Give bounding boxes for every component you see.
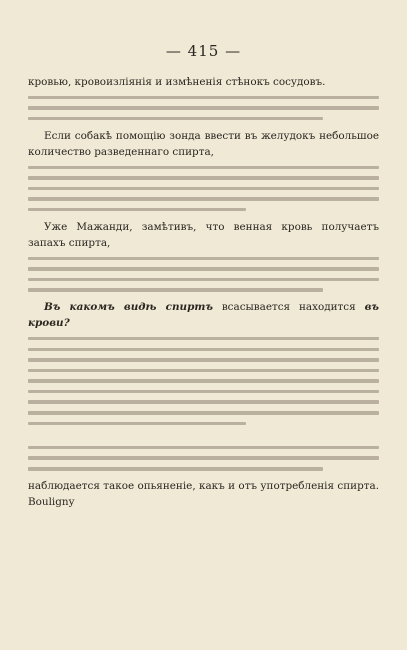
paragraph-4-continuation: всасывается находится: [221, 300, 356, 313]
italic-heading: Въ какомъ видѣ спиртъ: [44, 300, 213, 313]
body-text: [28, 74, 379, 510]
last-line: наблюдается такое опьяненіе, какъ и отъ употребленія спирта. Bouligny: [28, 479, 379, 508]
paragraph-2: [28, 128, 379, 212]
paragraph-3-start: Уже Мажанди, замѣтивъ, что венная кровь получаетъ запахъ спирта,: [28, 220, 379, 249]
paragraph-2-start: Если собакѣ помощію зонда ввести въ желудокъ небольшое количество разведеннаго спирта,: [28, 129, 379, 158]
paragraph-4-italic: въ крови?: [28, 300, 379, 330]
paragraph-4: [28, 299, 379, 471]
opening-fragment: кровью, кровоизліянія и измѣненія стѣнокъ сосудовъ.: [28, 76, 326, 88]
page-number: — 415 —: [165, 42, 242, 60]
paragraph-3: [28, 219, 379, 292]
paragraph-1: [28, 74, 379, 120]
